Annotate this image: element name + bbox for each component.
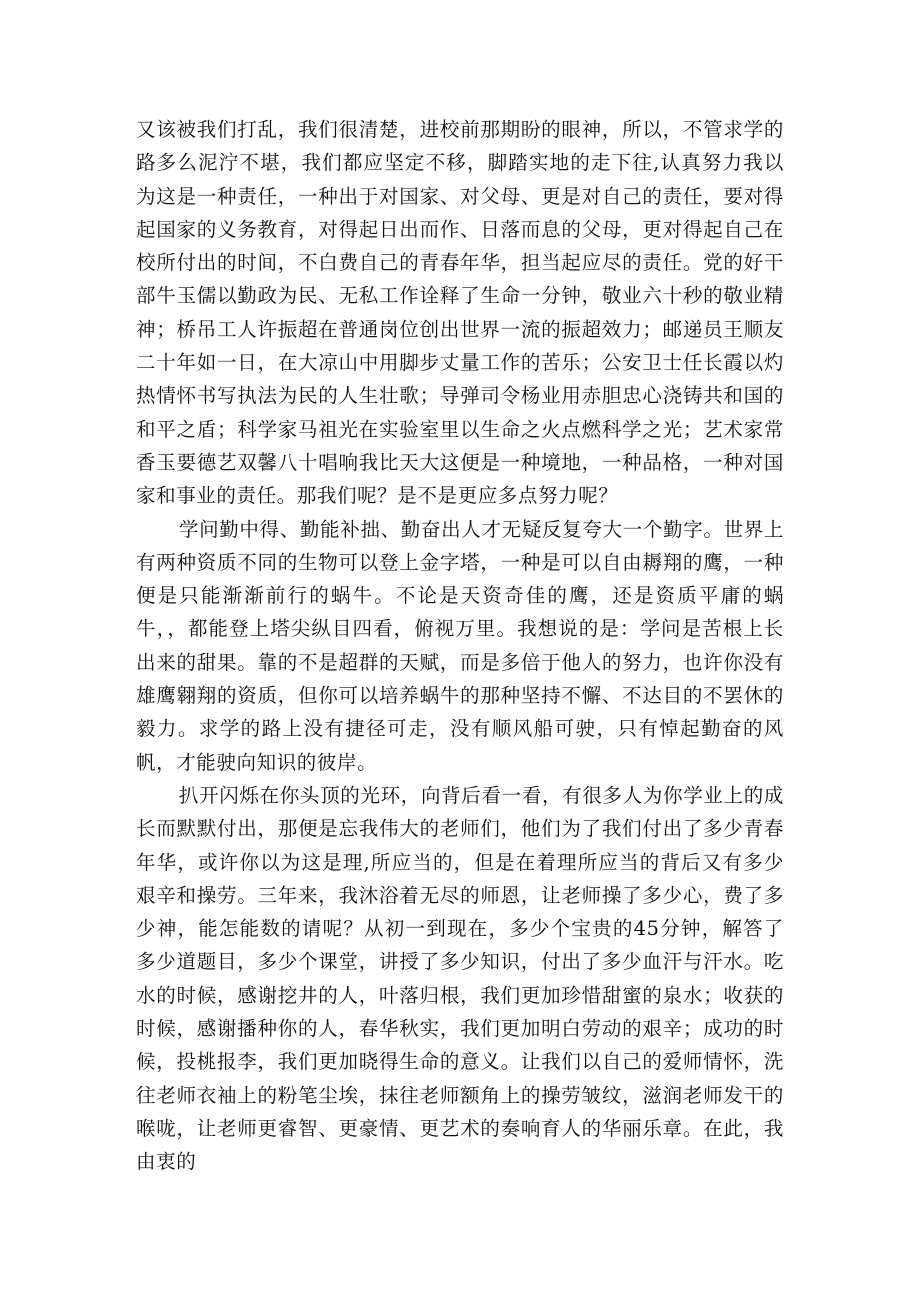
paragraph-3: 扒开闪烁在你头顶的光环，向背后看一看，有很多人为你学业上的成长而默默付出，那便是忘我伟大的老师们，他们为了我们付出了多少青春年华，或许你以为这是理,所应当的，但是在着理所应当的背后又有多少艰辛和操劳。三年来，我沐浴着无尽的师恩，让老师操了多少心，费了多少神，能怎能数的请呢？从初一到现在，多少个宝贵的45分钟，解答了多少道题目，多少个课堂，讲授了多少知识，付出了多少血汗与汗水。吃水的时候，感谢挖井的人，叶落归根，我们更加珍惜甜蜜的泉水；收获的时候，感谢播种你的人，春华秋实，我们更加明白劳动的艰辛；成功的时候，投桃报李，我们更加晓得生命的意义。让我们以自己的爱师情怀，洗往老师衣袖上的粉笔尘埃，抹往老师额角上的操劳皱纹，滋润老师发干的喉咙，让老师更睿智、更豪情、更艺术的奏响育人的华丽乐章。在此，我由衷的 <box>136 783 784 1174</box>
paragraph-2: 学问勤中得、勤能补拙、勤奋出人才无疑反复夸大一个勤字。世界上有两种资质不同的生物可以登上金字塔，一种是可以自由耨翔的鹰，一种便是只能渐渐前行的蜗牛。不论是天资奇佳的鹰，还是资质平庸的蜗牛，，都能登上塔尖纵目四看，俯视万里。我想说的是：学问是苦根上长出来的甜果。靠的不是超群的天赋，而是多倍于他人的努力，也许你没有雄鹰翱翔的资质，但你可以培养蜗牛的那种坚持不懈、不达目的不罢休的毅力。求学的路上没有捷径可走，没有顺风船可驶，只有悼起勤奋的风帆，才能驶向知识的彼岸。 <box>136 517 784 774</box>
document-page <box>136 113 784 1179</box>
paragraph-1: 又该被我们打乱，我们很清楚，进校前那期盼的眼神，所以，不管求学的路多么泥泞不堪，我们都应坚定不移，脚踏实地的走下往,认真努力我以为这是一种责任，一种出于对国家、对父母、更是对自己的责任，要对得起国家的义务教育，对得起日出而作、日落而息的父母，更对得起自己在校所付出的时间，不白费自己的青春年华，担当起应尽的责任。党的好干部牛玉儒以勤政为民、无私工作诠释了生命一分钟，敬业六十秒的敬业精神；桥吊工人许振超在普通岗位创出世界一流的振超效力；邮递员王顺友二十年如一日，在大凉山中用脚步丈量工作的苦乐；公安卫士任长霞以灼热情怀书写执法为民的人生壮歌；导弹司令杨业用赤胆忠心浇铸共和国的和平之盾；科学家马祖光在实验室里以生命之火点燃科学之光；艺术家常香玉要德艺双馨八十唱响我比天大这便是一种境地，一种品格，一种对国家和事业的责任。那我们呢？是不是更应多点努力呢？ <box>136 118 784 508</box>
